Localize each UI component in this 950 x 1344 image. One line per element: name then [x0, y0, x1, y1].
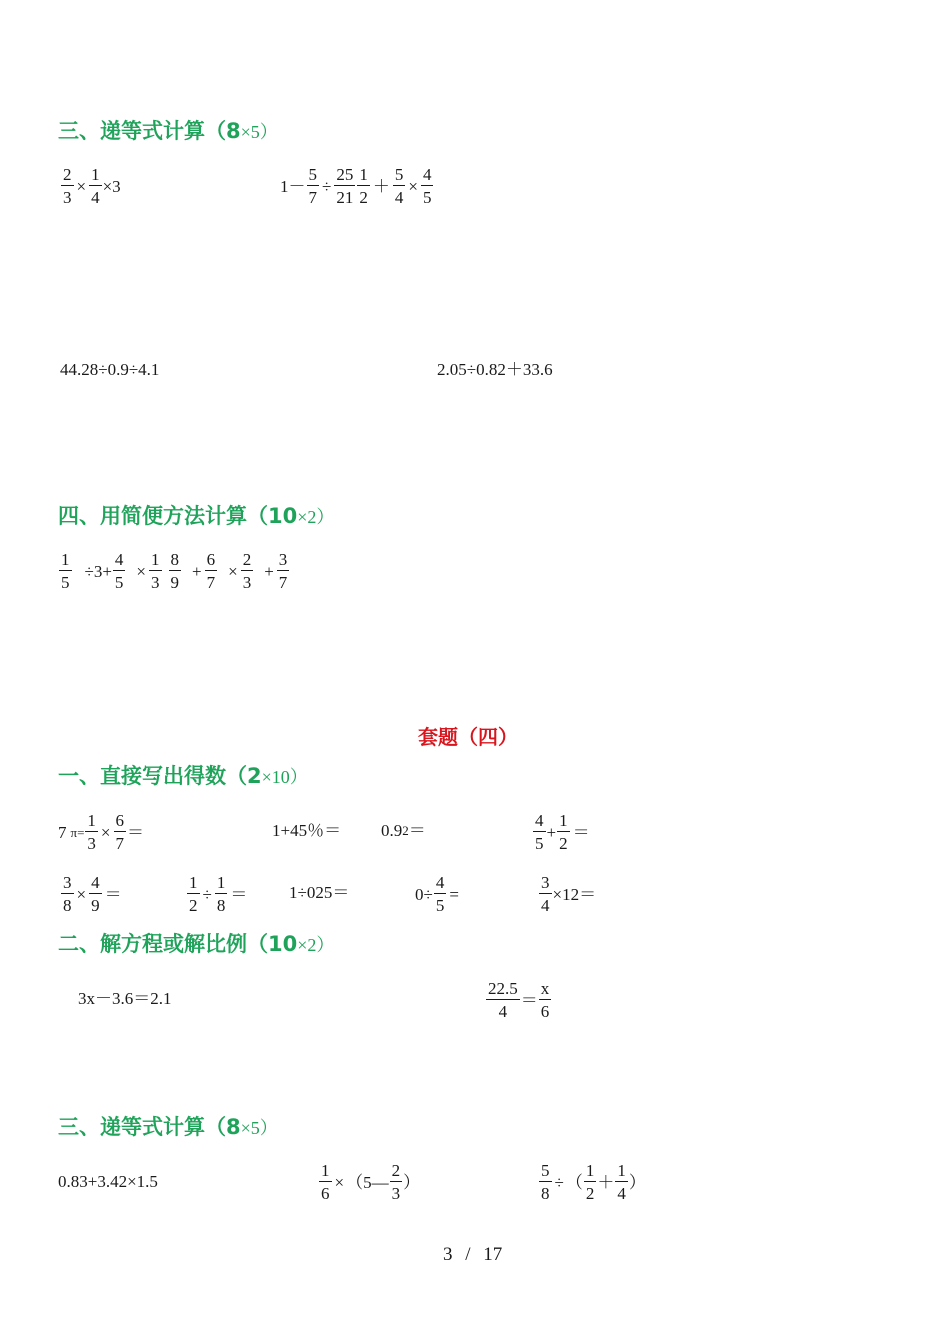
problem-4: 2.05÷0.82＋33.6	[437, 360, 553, 379]
fraction: $\frac{1}{4}$	[91, 165, 100, 207]
oral-6: $\frac{1}{2}$ ÷ $\frac{1}{8}$ ＝	[189, 873, 248, 915]
oral-9: $\frac{3}{4}$ ×12＝	[541, 873, 597, 915]
section-heading-direct-answer: 一、直接写出得数（2×10）	[58, 764, 308, 788]
section-heading-recursive-calc-2: 三、递等式计算（8×5）	[58, 1115, 278, 1139]
page-number: 3 / 17	[443, 1244, 503, 1265]
fraction: $\frac{2}{3}$	[63, 165, 72, 207]
oral-4: $\frac{4}{5}$ + $\frac{1}{2}$ ＝	[535, 811, 590, 853]
problem-3: 44.28÷0.9÷4.1	[60, 360, 160, 379]
section-heading-simplified-calc: 四、用简便方法计算（10×2）	[58, 504, 335, 528]
problem-2: 1－ $\frac{5}{7}$ ÷ $\frac{25}{21}$ $\frac{1}{2}$ ＋ $\frac{5}{4}$ × $\frac{4}{5}$	[280, 165, 432, 207]
calc-2: $\frac{1}{6}$ × （5— $\frac{2}{3}$ ）	[321, 1161, 421, 1203]
problem-simplified: $\frac{1}{5}$ ÷3+ $\frac{4}{5}$ × $\frac{1}{3}$ $\frac{8}{9}$ + $\frac{6}{7}$ × $\frac{2}{3}$ + $\frac{3}{7}$	[61, 550, 288, 592]
oral-3: 0.9 2 ＝	[381, 821, 426, 840]
oral-5: $\frac{3}{8}$ × $\frac{4}{9}$ ＝	[63, 873, 122, 915]
equation-1: 3x－3.6＝2.1	[78, 989, 172, 1008]
calc-1: 0.83+3.42×1.5	[58, 1172, 158, 1191]
calc-3: $\frac{5}{8}$ ÷ （ $\frac{1}{2}$ ＋ $\frac{1}{4}$ ）	[541, 1161, 646, 1203]
set-title: 套题（四）	[418, 725, 518, 749]
oral-7: 1÷025＝	[289, 883, 350, 902]
proportion-1: $\frac{22.5}{4}$ ＝ $\frac{x}{6}$	[488, 979, 550, 1021]
section-heading-equations: 二、解方程或解比例（10×2）	[58, 932, 335, 956]
oral-1: 7 π = $\frac{1}{3}$ × $\frac{6}{7}$ ＝	[58, 811, 145, 853]
oral-2: 1+45％＝	[272, 821, 342, 840]
section-heading-recursive-calc-1: 三、递等式计算（8×5）	[58, 119, 278, 143]
oral-8: 0÷ $\frac{4}{5}$ =	[415, 873, 459, 915]
problem-1: $\frac{2}{3}$ × $\frac{1}{4}$ ×3	[63, 165, 121, 207]
